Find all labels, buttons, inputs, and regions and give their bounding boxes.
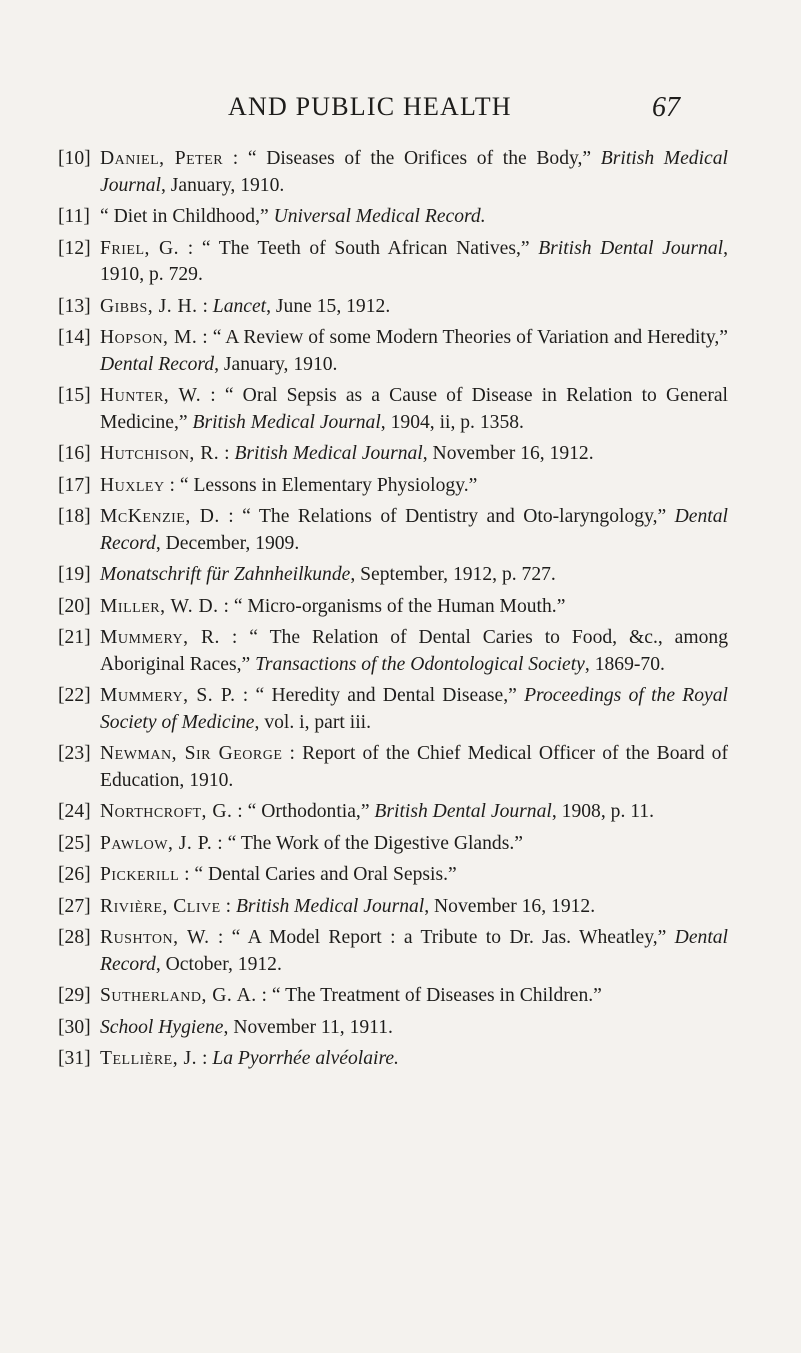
reference-separator: :	[218, 595, 234, 617]
reference-entry	[58, 383, 728, 436]
reference-separator: :	[223, 148, 248, 169]
reference-title-italic: British Medical Journal	[100, 148, 728, 196]
reference-separator: :	[282, 743, 303, 764]
reference-entry	[58, 236, 728, 289]
reference-number: [23]	[58, 743, 91, 764]
reference-author: Tellière, J.	[100, 1048, 198, 1069]
reference-author: Northcroft, G.	[100, 801, 233, 822]
reference-author: Mummery, S. P.	[100, 685, 236, 706]
reference-text: “ Heredity and Dental Disease,”	[255, 685, 525, 706]
reference-separator: :	[179, 864, 195, 885]
reference-title-italic: British Dental Journal	[538, 237, 724, 259]
reference-text-continued: , September, 1912, p. 727.	[350, 564, 556, 585]
reference-number: [18]	[58, 506, 91, 527]
reference-text-continued: , June 15, 1912.	[266, 295, 391, 317]
reference-author: Sutherland, G. A.	[100, 985, 257, 1006]
reference-entry	[58, 504, 728, 557]
reference-author: Hunter, W.	[100, 385, 202, 406]
reference-number: [29]	[58, 985, 91, 1006]
reference-separator: :	[197, 295, 213, 317]
reference-separator: :	[220, 895, 236, 917]
reference-text: “ Oral Sepsis as a Cause of Disease in Relation to General Medicine,”	[100, 385, 728, 433]
reference-text-continued: , November 11, 1911.	[223, 1016, 393, 1038]
reference-author: Rushton, W.	[100, 927, 210, 948]
reference-title-italic: Dental Record	[100, 506, 728, 554]
reference-separator: :	[219, 627, 250, 648]
reference-number: [27]	[58, 895, 91, 917]
reference-author: Pickerill	[100, 864, 180, 885]
reference-title-italic: Lancet	[212, 295, 267, 317]
reference-entry	[58, 1015, 728, 1042]
reference-separator: :	[164, 474, 180, 496]
reference-entry	[58, 204, 728, 231]
reference-number: [24]	[58, 801, 91, 822]
reference-text-continued: , December, 1909.	[155, 532, 300, 554]
reference-author: Rivière, Clive	[100, 895, 221, 917]
reference-number: [15]	[58, 385, 91, 406]
reference-separator: :	[212, 832, 228, 854]
reference-text-continued: , 1869-70.	[584, 653, 665, 675]
reference-text: “ Diseases of the Orifices of the Body,”	[247, 148, 601, 169]
reference-author: Pawlow, J. P.	[100, 832, 213, 854]
reference-text: “ Orthodontia,”	[247, 801, 375, 822]
reference-entry	[58, 799, 728, 826]
reference-number: [26]	[58, 864, 91, 885]
running-head: AND PUBLIC HEALTH	[228, 92, 512, 121]
reference-entry	[58, 325, 728, 378]
reference-text: “ The Relation of Dental Caries to Food, &c., among Aboriginal Races,”	[100, 627, 729, 675]
page-header	[0, 92, 801, 132]
reference-number: [14]	[58, 327, 91, 348]
reference-number: [22]	[58, 685, 91, 706]
reference-text: “ Diet in Childhood,”	[100, 206, 274, 227]
reference-number: [11]	[58, 206, 90, 227]
page-number: 67	[652, 92, 680, 123]
reference-text-continued: , November 16, 1912.	[422, 443, 594, 464]
reference-author: Hutchison, R.	[100, 443, 220, 464]
reference-author: Gibbs, J. H.	[100, 295, 198, 317]
reference-entry	[58, 594, 728, 621]
reference-title-italic: Universal Medical Record.	[273, 206, 486, 227]
reference-author: Miller, W. D.	[100, 595, 219, 617]
reference-title-italic: British Dental Journal	[374, 801, 552, 822]
reference-title-italic: La Pyorrhée alvéolaire.	[212, 1048, 399, 1069]
reference-author: Hopson, M.	[100, 327, 198, 348]
reference-title-italic: Dental Record	[100, 353, 215, 375]
reference-number: [10]	[58, 148, 91, 169]
reference-number: [28]	[58, 927, 91, 948]
reference-entry	[58, 562, 728, 589]
reference-author: McKenzie, D.	[100, 506, 220, 527]
reference-entry	[58, 1046, 728, 1073]
reference-author: Huxley	[100, 474, 165, 496]
reference-text-continued: , January, 1910.	[160, 174, 285, 196]
reference-text-continued: , November 16, 1912.	[424, 895, 596, 917]
reference-entry	[58, 441, 728, 468]
reference-separator: :	[179, 237, 202, 259]
reference-author: Mummery, R.	[100, 627, 220, 648]
reference-title-italic: British Medical Journal	[192, 411, 381, 433]
reference-title-italic: Dental Record	[100, 927, 728, 975]
reference-title-italic: School Hygiene	[100, 1016, 224, 1038]
reference-text: “ The Treatment of Diseases in Children.”	[271, 985, 602, 1006]
reference-number: [12]	[58, 237, 91, 259]
reference-entry	[58, 146, 728, 199]
reference-entry	[58, 894, 728, 921]
reference-separator: :	[209, 927, 232, 948]
reference-entry	[58, 741, 728, 794]
reference-text: “ Dental Caries and Oral Sepsis.”	[194, 864, 457, 885]
reference-text: “ A Model Report : a Tribute to Dr. Jas. Wheatley,”	[231, 927, 675, 948]
reference-text: “ The Teeth of South African Natives,”	[201, 237, 539, 259]
reference-author: Friel, G.	[100, 237, 180, 259]
reference-author: Daniel, Peter	[100, 148, 224, 169]
reference-text: “ A Review of some Modern Theories of Variation and Heredity,”	[212, 327, 728, 348]
reference-entry	[58, 683, 728, 736]
reference-number: [31]	[58, 1048, 91, 1069]
reference-separator: :	[256, 985, 272, 1006]
reference-title-italic: Monatschrift für Zahnheilkunde	[100, 564, 351, 585]
reference-title-italic: Proceedings of the Royal Society of Medicine	[100, 685, 728, 733]
reference-number: [30]	[58, 1016, 91, 1038]
reference-text-continued: , 1904, ii, p. 1358.	[380, 411, 524, 433]
reference-title-italic: British Medical Journal	[234, 443, 423, 464]
reference-entry	[58, 473, 728, 500]
reference-text: Report of the Chief Medical Officer of the Board of Education, 1910.	[100, 743, 728, 791]
reference-text: “ The Work of the Digestive Glands.”	[227, 832, 523, 854]
reference-separator: :	[197, 327, 213, 348]
reference-separator: :	[219, 443, 235, 464]
reference-number: [20]	[58, 595, 91, 617]
reference-entry	[58, 862, 728, 889]
reference-list	[58, 146, 728, 1078]
reference-number: [19]	[58, 564, 91, 585]
reference-text-continued: , 1910, p. 729.	[100, 237, 728, 285]
reference-title-italic: Transactions of the Odontological Society	[255, 653, 585, 675]
reference-title-italic: British Medical Journal	[235, 895, 425, 917]
reference-number: [13]	[58, 295, 91, 317]
reference-entry	[58, 925, 728, 978]
reference-separator: :	[235, 685, 256, 706]
reference-number: [16]	[58, 443, 91, 464]
reference-number: [21]	[58, 627, 91, 648]
reference-separator: :	[219, 506, 243, 527]
reference-text: “ The Relations of Dentistry and Oto-laryngology,”	[242, 506, 675, 527]
reference-text-continued: , vol. i, part iii.	[254, 711, 371, 733]
reference-text: “ Micro-organisms of the Human Mouth.”	[233, 595, 566, 617]
reference-text-continued: , January, 1910.	[214, 353, 338, 375]
reference-author: Newman, Sir George	[100, 743, 283, 764]
reference-text-continued: , October, 1912.	[155, 953, 282, 975]
reference-entry	[58, 625, 728, 678]
reference-separator: :	[197, 1048, 213, 1069]
reference-entry	[58, 294, 728, 321]
reference-entry	[58, 983, 728, 1010]
reference-text: “ Lessons in Elementary Physiology.”	[179, 474, 478, 496]
reference-number: [17]	[58, 474, 91, 496]
reference-separator: :	[232, 801, 248, 822]
reference-text-continued: , 1908, p. 11.	[551, 801, 654, 822]
reference-separator: :	[201, 385, 225, 406]
reference-entry	[58, 831, 728, 858]
reference-number: [25]	[58, 832, 91, 854]
